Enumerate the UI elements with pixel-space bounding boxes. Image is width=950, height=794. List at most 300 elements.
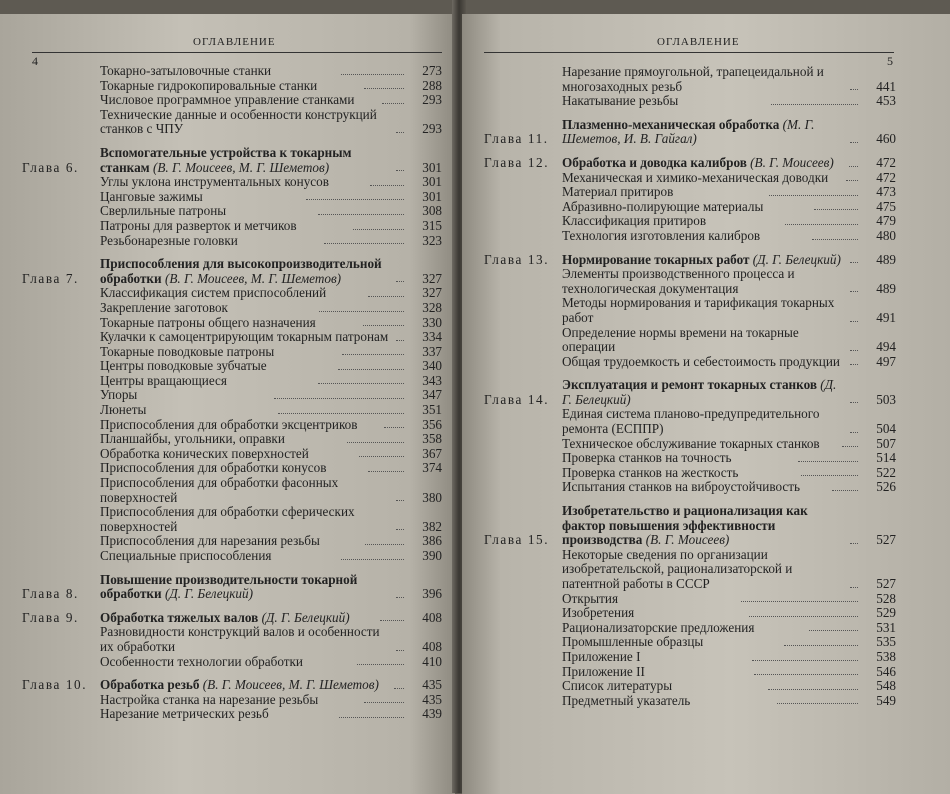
entry-page-number: 288 [422, 77, 442, 93]
section-entry[interactable] [22, 219, 442, 234]
entry-title-text: Токарно-затыловочные станки [100, 63, 272, 78]
entry-title [100, 175, 364, 190]
chapter-entry[interactable] [484, 504, 896, 548]
entry-title-text: Классификация систем приспособлений [100, 285, 327, 301]
entry-page-number: 301 [422, 174, 443, 190]
entry-page-number: 549 [876, 692, 897, 708]
entry-page-number: 356 [422, 416, 442, 432]
entry-page-number: 535 [876, 634, 897, 650]
entry-title-text: Резьбонарезные головки [100, 232, 238, 248]
entry-page-number: 380 [422, 489, 442, 505]
entry-title-text: Проверка станков на жесткость [562, 464, 739, 480]
section-entry[interactable] [22, 707, 442, 722]
entry-page-number: 390 [422, 548, 443, 563]
entry-title [100, 190, 300, 205]
right-page-number: 5 [887, 54, 893, 68]
section-entry[interactable] [484, 407, 896, 436]
leader-dots [318, 214, 404, 215]
leader-dots [749, 616, 858, 617]
leader-dots [364, 88, 404, 89]
leader-dots [846, 180, 858, 181]
entry-title [100, 316, 357, 331]
section-entry[interactable] [484, 326, 896, 355]
entry-title-text: Патроны для разверток и метчиков [100, 217, 297, 233]
entry-page-number: 327 [422, 270, 442, 286]
leader-dots [368, 296, 404, 297]
left-toc [22, 64, 442, 722]
section-entry[interactable] [22, 388, 442, 403]
left-page [0, 14, 455, 794]
section-entry[interactable] [22, 301, 442, 316]
entry-title [100, 374, 312, 389]
section-entry[interactable] [484, 171, 896, 186]
entry-page-number: 340 [422, 358, 443, 374]
entry-title [100, 359, 332, 374]
entry-title [562, 171, 840, 186]
entry-page-number: 441 [876, 78, 896, 94]
section-entry[interactable] [22, 204, 442, 219]
leader-dots [754, 674, 858, 675]
entry-page-number: 435 [422, 677, 442, 693]
entry-page-number: 472 [876, 154, 896, 170]
leader-dots [798, 461, 858, 462]
entry-title [100, 625, 390, 654]
entry-title [562, 466, 795, 481]
entry-page-number: 538 [876, 648, 896, 664]
section-entry[interactable] [484, 200, 896, 215]
entry-title [100, 286, 362, 301]
entry-page-number: 386 [422, 533, 442, 549]
leader-dots [347, 442, 404, 443]
entry-title [562, 214, 779, 229]
leader-dots [752, 660, 858, 661]
entry-title [100, 476, 390, 505]
entry-title-text: Планшайбы, угольники, оправки [100, 431, 285, 447]
leader-dots [306, 199, 404, 200]
chapter-entry[interactable] [484, 253, 896, 268]
chapter-number: Глава 12. [484, 154, 550, 170]
entry-title [100, 330, 390, 345]
entry-page-number: 334 [422, 329, 442, 345]
entry-title-text: Изобретения [562, 605, 635, 621]
section-entry[interactable] [22, 549, 442, 564]
entry-title-text: Повышение производительности токарной обработки [100, 571, 358, 602]
entry-title-text: Центры поводковые зубчатые [100, 358, 267, 374]
section-entry[interactable] [22, 316, 442, 331]
entry-title [100, 79, 358, 94]
entry-title-text: Цанговые зажимы [100, 188, 203, 204]
leader-dots [832, 490, 858, 491]
leader-dots [769, 195, 858, 196]
section-entry[interactable] [484, 650, 896, 665]
entry-title [100, 693, 358, 708]
entry-title-text: Общая трудоемкость и себестоимость продукции [562, 353, 840, 369]
entry-page-number: 315 [422, 217, 443, 233]
leader-dots [396, 132, 404, 133]
entry-title-text: Люнеты [100, 402, 147, 418]
section-entry[interactable] [484, 94, 896, 109]
entry-title-text: Нормирование токарных работ [562, 251, 750, 267]
entry-title-text: Список литературы [562, 678, 673, 694]
entry-title [562, 592, 735, 607]
left-header-rule [32, 52, 442, 53]
leader-dots [319, 311, 404, 312]
section-entry[interactable] [22, 190, 442, 205]
section-entry[interactable] [22, 625, 442, 654]
entry-page-number: 503 [876, 391, 896, 407]
leader-dots [324, 243, 404, 244]
entry-title [100, 403, 272, 418]
entry-title [100, 301, 313, 316]
entry-authors: (В. Г. Моисеев, М. Г. Шеметов) [164, 270, 342, 286]
section-entry[interactable] [484, 592, 896, 607]
entry-title [100, 678, 388, 693]
entry-title-text: Токарные патроны общего назначения [100, 314, 316, 330]
section-entry[interactable] [484, 466, 896, 481]
entry-page-number: 293 [422, 121, 442, 137]
section-entry[interactable] [22, 345, 442, 360]
chapter-entry[interactable] [22, 146, 442, 175]
entry-page-number: 327 [422, 285, 443, 301]
section-entry[interactable] [22, 461, 442, 476]
entry-title [100, 219, 347, 234]
section-entry[interactable] [22, 693, 442, 708]
entry-title-text: Изобретательство и рационализация как фактор повышения эффективности производства [562, 503, 808, 548]
section-entry[interactable] [484, 185, 896, 200]
leader-dots [809, 630, 858, 631]
leader-dots [368, 471, 404, 472]
entry-title-text: Нарезание метрических резьб [100, 706, 269, 722]
section-entry[interactable] [22, 175, 442, 190]
entry-page-number: 435 [422, 691, 443, 707]
entry-title-text: Технология изготовления калибров [562, 227, 761, 243]
entry-page-number: 453 [876, 93, 897, 109]
leader-dots [849, 166, 858, 167]
entry-title [100, 257, 390, 286]
entry-page-number: 489 [876, 280, 896, 296]
leader-dots [850, 364, 858, 365]
entry-title-text: Предметный указатель [562, 692, 691, 708]
section-entry[interactable] [22, 108, 442, 137]
entry-authors: (Д. Г. Белецкий) [752, 251, 841, 267]
entry-authors: (В. Г. Моисеев, М. Г. Шеметов) [152, 159, 330, 175]
entry-page-number: 328 [422, 299, 443, 315]
entry-title-text: Приложение II [562, 663, 645, 679]
leader-dots [771, 104, 858, 105]
left-running-head: ОГЛАВЛЕНИЕ [193, 36, 276, 48]
entry-page-number: 330 [422, 314, 443, 330]
chapter-entry[interactable] [22, 573, 442, 602]
entry-page-number: 293 [422, 92, 443, 108]
section-entry[interactable] [22, 359, 442, 374]
entry-page-number: 343 [422, 372, 442, 388]
entry-page-number: 460 [876, 131, 896, 147]
entry-title-text: Числовое программное управление станками [100, 92, 355, 108]
chapter-number: Глава 11. [484, 131, 549, 147]
entry-title [562, 253, 844, 268]
leader-dots [850, 587, 858, 588]
entry-title [562, 65, 844, 94]
section-entry[interactable] [484, 296, 896, 325]
chapter-entry[interactable] [22, 257, 442, 286]
section-entry[interactable] [484, 694, 896, 709]
entry-title [562, 451, 792, 466]
section-entry[interactable] [484, 451, 896, 466]
chapter-entry[interactable] [22, 678, 442, 693]
chapter-entry[interactable] [484, 378, 896, 407]
leader-dots [396, 170, 404, 171]
entry-page-number: 273 [422, 63, 442, 78]
chapter-number: Глава 15. [484, 532, 550, 548]
entry-page-number: 522 [876, 464, 897, 480]
entry-title [562, 326, 844, 355]
entry-title [562, 407, 844, 436]
entry-title-text: Обработка и доводка калибров [562, 154, 747, 170]
entry-authors: (Д. Г. Белецкий) [261, 609, 350, 625]
entry-title [100, 93, 376, 108]
section-entry[interactable] [22, 403, 442, 418]
entry-title-text: Настройка станка на нарезание резьбы [100, 691, 319, 707]
chapter-number: Глава 7. [22, 270, 79, 286]
chapter-number: Глава 10. [22, 677, 88, 693]
leader-dots [384, 427, 404, 428]
leader-dots [850, 291, 858, 292]
entry-page-number: 347 [422, 387, 443, 403]
entry-page-number: 479 [876, 213, 897, 229]
leader-dots [382, 103, 404, 104]
entry-title-text: Приспособления для обработки эксцентриков [100, 416, 358, 432]
leader-dots [850, 402, 858, 403]
entry-title [100, 611, 374, 626]
entry-title [562, 156, 843, 171]
entry-authors: (В. Г. Моисеев) [645, 532, 730, 548]
chapter-entry[interactable] [484, 118, 896, 147]
entry-title [100, 461, 362, 476]
chapter-number: Глава 8. [22, 586, 79, 602]
section-entry[interactable] [484, 665, 896, 680]
entry-title-text: Приспособления для обработки фасонных поверхностей [100, 475, 339, 505]
entry-title-text: Плазменно-механическая обработка [562, 116, 780, 132]
entry-page-number: 548 [876, 678, 896, 694]
entry-title-text: Углы уклона инструментальных конусов [100, 174, 329, 190]
leader-dots [364, 702, 404, 703]
entry-page-number: 489 [876, 251, 896, 267]
entry-page-number: 529 [876, 605, 897, 621]
section-entry[interactable] [484, 229, 896, 244]
entry-page-number: 351 [422, 402, 442, 418]
entry-title-text: Разновидности конструкций валов и особенности их обработки [100, 624, 380, 654]
entry-title [562, 679, 762, 694]
section-entry[interactable] [22, 286, 442, 301]
leader-dots [357, 664, 405, 665]
leader-dots [338, 369, 404, 370]
entry-title-text: Специальные приспособления [100, 548, 272, 563]
section-entry[interactable] [484, 214, 896, 229]
entry-title [562, 621, 803, 636]
entry-title-text: Методы нормирования и тарификация токарных работ [562, 295, 835, 325]
entry-title [100, 108, 390, 137]
section-entry[interactable] [22, 234, 442, 249]
section-entry[interactable] [484, 267, 896, 296]
entry-authors: (В. Г. Моисеев) [750, 154, 834, 170]
entry-title [100, 549, 335, 564]
entry-title-text: Промышленные образцы [562, 634, 704, 650]
entry-page-number: 514 [876, 450, 896, 466]
entry-title-text: Закрепление заготовок [100, 299, 228, 315]
entry-page-number: 301 [422, 159, 442, 175]
entry-title [562, 694, 771, 709]
section-entry[interactable] [484, 437, 896, 452]
leader-dots [814, 209, 858, 210]
entry-page-number: 546 [876, 663, 897, 679]
leader-dots [785, 224, 858, 225]
leader-dots [801, 475, 858, 476]
entry-title-text: Упоры [100, 387, 138, 403]
entry-title-text: Испытания станков на виброустойчивость [562, 479, 801, 495]
right-running-head: ОГЛАВЛЕНИЕ [657, 36, 740, 48]
entry-page-number: 473 [876, 184, 897, 200]
section-entry[interactable] [22, 655, 442, 670]
section-entry[interactable] [22, 64, 442, 79]
entry-page-number: 527 [876, 532, 896, 548]
entry-title-text: Техническое обслуживание токарных станков [562, 435, 820, 451]
entry-page-number: 396 [422, 586, 442, 602]
entry-title-text: Обработка тяжелых валов [100, 609, 259, 625]
entry-page-number: 408 [422, 638, 442, 654]
entry-page-number: 308 [422, 203, 442, 219]
leader-dots [365, 544, 404, 545]
entry-page-number: 382 [422, 518, 442, 534]
entry-title-text: Элементы производственного процесса и технологическая документация [562, 266, 795, 296]
leader-dots [341, 74, 404, 75]
entry-page-number: 475 [876, 198, 896, 214]
section-entry[interactable] [484, 606, 896, 621]
section-entry[interactable] [484, 548, 896, 592]
entry-title [100, 64, 335, 79]
entry-page-number: 531 [876, 619, 897, 635]
chapter-number: Глава 6. [22, 159, 79, 175]
entry-title-text: Абразивно-полирующие материалы [562, 198, 764, 214]
section-entry[interactable] [22, 418, 442, 433]
section-entry[interactable] [22, 374, 442, 389]
section-entry[interactable] [484, 355, 896, 370]
entry-title [562, 665, 748, 680]
entry-page-number: 472 [876, 169, 897, 185]
leader-dots [380, 620, 404, 621]
entry-title-text: Приложение I [562, 648, 641, 664]
entry-authors: (М. Г. Шеметов, И. В. Гайгал) [562, 116, 815, 147]
section-entry[interactable] [22, 432, 442, 447]
entry-title [562, 437, 836, 452]
entry-title [562, 94, 765, 109]
entry-title [562, 200, 808, 215]
entry-title-text: Некоторые сведения по организации изобретательской, рационализаторской и патентной работы в СССР [562, 546, 793, 591]
leader-dots [850, 262, 858, 263]
entry-title [100, 707, 333, 722]
section-entry[interactable] [22, 447, 442, 462]
entry-title-text: Вспомогательные устройства к токарным станкам [100, 144, 352, 175]
leader-dots [353, 229, 404, 230]
entry-title-text: Проверка станков на точность [562, 450, 732, 466]
entry-title [562, 504, 844, 548]
entry-title [100, 204, 312, 219]
entry-title [100, 418, 378, 433]
section-entry[interactable] [22, 330, 442, 345]
entry-title-text: Кулачки к самоцентрирующим токарным патронам [100, 329, 389, 345]
leader-dots [278, 413, 404, 414]
entry-title [562, 480, 826, 495]
leader-dots [850, 89, 858, 90]
leader-dots [850, 543, 858, 544]
entry-page-number: 301 [422, 188, 443, 204]
section-entry[interactable] [22, 79, 442, 94]
entry-title-text: Токарные поводковые патроны [100, 343, 275, 359]
entry-title-text: Технические данные и особенности конструкций станков с ЧПУ [100, 106, 377, 137]
entry-page-number: 358 [422, 431, 442, 447]
leader-dots [850, 142, 858, 143]
leader-dots [342, 354, 404, 355]
entry-page-number: 374 [422, 460, 442, 476]
entry-title [562, 650, 746, 665]
entry-title-text: Приспособления для нарезания резьбы [100, 533, 320, 549]
entry-page-number: 504 [876, 421, 896, 437]
entry-title [100, 573, 390, 602]
section-entry[interactable] [484, 621, 896, 636]
chapter-number: Глава 14. [484, 391, 550, 407]
entry-page-number: 439 [422, 706, 442, 722]
entry-title [100, 505, 390, 534]
chapter-number: Глава 9. [22, 609, 79, 625]
entry-page-number: 410 [422, 653, 443, 669]
entry-title [562, 296, 844, 325]
entry-title [562, 118, 844, 147]
entry-page-number: 491 [876, 309, 896, 325]
section-entry[interactable] [22, 476, 442, 505]
leader-dots [341, 559, 404, 560]
section-entry[interactable] [22, 505, 442, 534]
chapter-entry[interactable] [484, 156, 896, 171]
entry-page-number: 526 [876, 479, 897, 495]
section-entry[interactable] [484, 679, 896, 694]
section-entry[interactable] [484, 480, 896, 495]
chapter-number: Глава 13. [484, 251, 550, 267]
section-entry[interactable] [484, 635, 896, 650]
leader-dots [318, 383, 404, 384]
entry-title-text: Приспособления для обработки сферических поверхностей [100, 504, 355, 534]
entry-title [100, 146, 390, 175]
leader-dots [396, 281, 404, 282]
entry-page-number: 408 [422, 609, 443, 625]
entry-page-number: 480 [876, 227, 897, 243]
leader-dots [812, 239, 858, 240]
section-entry[interactable] [484, 65, 896, 94]
entry-title-text: Токарные гидрокопировальные станки [100, 77, 318, 93]
leader-dots [850, 432, 858, 433]
section-entry[interactable] [22, 534, 442, 549]
entry-page-number: 528 [876, 590, 897, 606]
entry-page-number: 527 [876, 576, 896, 591]
entry-title [562, 548, 844, 592]
entry-page-number: 494 [876, 339, 896, 355]
entry-title-text: Обработка конических поверхностей [100, 445, 309, 461]
entry-title-text: Обработка резьб [100, 677, 200, 693]
entry-title [100, 655, 351, 670]
leader-dots [842, 446, 858, 447]
chapter-entry[interactable] [22, 611, 442, 626]
entry-title [562, 185, 763, 200]
section-entry[interactable] [22, 93, 442, 108]
entry-title-text: Сверлильные патроны [100, 203, 227, 219]
